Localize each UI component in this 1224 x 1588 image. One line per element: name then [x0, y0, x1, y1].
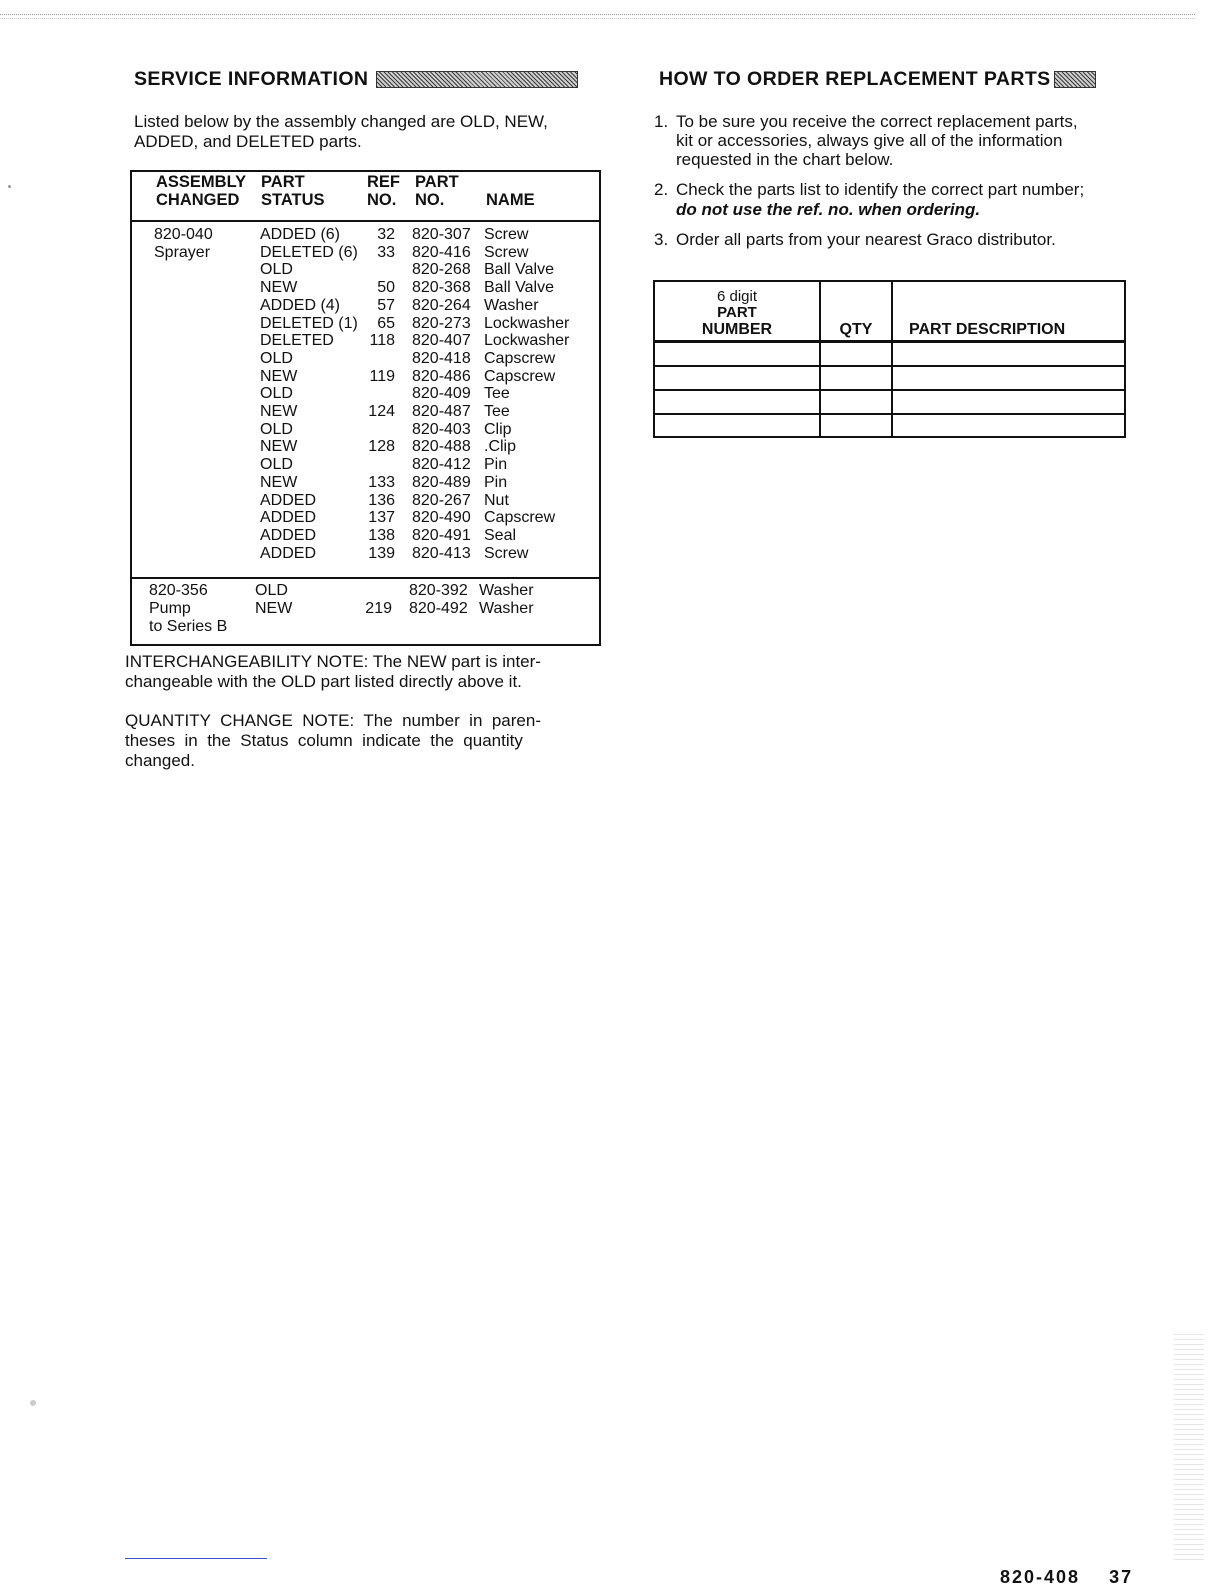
scan-speck — [30, 1400, 36, 1406]
part-status: OLD — [260, 261, 293, 279]
assembly-name: Sprayer — [154, 244, 211, 261]
col-header-assembly: ASSEMBLY — [156, 173, 247, 191]
service-information-heading — [134, 68, 578, 91]
page-reference: 820-408 — [1000, 1567, 1081, 1587]
page-number: 37 — [1109, 1567, 1134, 1587]
ref-number: 137 — [368, 509, 395, 527]
part-name: Screw — [484, 544, 529, 562]
row-line — [655, 365, 1124, 367]
assembly-number: 820-356 — [149, 582, 208, 599]
part-name: Lockwasher — [484, 314, 570, 332]
part-status: DELETED — [260, 332, 334, 350]
part-status: DELETED (1) — [260, 314, 358, 332]
part-status: OLD — [260, 349, 293, 367]
group-divider — [132, 577, 599, 579]
part-number: 820-368 — [412, 279, 471, 297]
part-name: Ball Valve — [484, 261, 554, 279]
col-header-ref: REF — [367, 173, 400, 191]
order-parts-heading — [659, 68, 1096, 91]
assembly-series: to Series B — [149, 618, 228, 635]
ref-number: 119 — [369, 367, 395, 385]
part-name: Capscrew — [484, 509, 556, 527]
part-name: Nut — [484, 491, 509, 509]
scan-speck — [8, 185, 11, 188]
part-name: Seal — [484, 526, 517, 544]
quantity-note-line-2: theses in the Status column indicate the quantity — [125, 731, 523, 750]
part-name: Screw — [484, 243, 529, 261]
part-number: 820-409 — [412, 385, 471, 403]
col-header-ref-no: NO. — [367, 191, 397, 209]
interchangeability-note-line-2: changeable with the OLD part listed directly above it. — [125, 672, 522, 691]
part-name: Lockwasher — [484, 332, 570, 350]
part-name: Clip — [484, 420, 512, 438]
part-status: NEW — [255, 600, 293, 617]
ref-number: 57 — [377, 296, 395, 314]
col-header-qty: QTY — [839, 321, 873, 338]
part-status: NEW — [260, 438, 298, 456]
ref-number: 138 — [368, 526, 395, 544]
part-name: Washer — [479, 582, 534, 599]
part-name: Washer — [484, 296, 539, 314]
row-line — [655, 413, 1124, 415]
part-number: 820-407 — [412, 332, 471, 350]
part-status: ADDED — [260, 544, 317, 562]
part-number: 820-268 — [412, 261, 471, 279]
part-name: Tee — [484, 385, 510, 403]
quantity-note-line-1: QUANTITY CHANGE NOTE: The number in paren- — [125, 711, 541, 730]
ref-number: 219 — [365, 600, 392, 617]
top-scan-border — [0, 14, 1195, 15]
step-text-line-1: Order all parts from your nearest Graco distributor. — [676, 230, 1056, 249]
col-header-changed: CHANGED — [156, 191, 240, 209]
part-status: OLD — [255, 582, 288, 599]
part-status: ADDED — [260, 509, 317, 527]
part-status: NEW — [260, 403, 298, 420]
service-table — [130, 170, 601, 646]
assembly-number: 820-040 — [154, 226, 213, 243]
part-status: ADDED — [260, 491, 317, 509]
ref-number: 139 — [368, 544, 395, 562]
ref-number: 133 — [368, 473, 395, 491]
order-form-table — [653, 280, 1126, 438]
part-number: 820-412 — [412, 456, 471, 474]
row-line — [655, 389, 1124, 391]
part-number: 820-488 — [412, 438, 471, 456]
part-number: 820-392 — [409, 582, 468, 599]
heading-bar — [1054, 71, 1096, 88]
part-number: 820-413 — [412, 544, 471, 562]
part-status: OLD — [260, 420, 293, 438]
part-name: Capscrew — [484, 367, 556, 385]
intro-line-2: ADDED, and DELETED parts. — [134, 132, 362, 151]
part-number: 820-273 — [412, 314, 471, 332]
part-number: 820-403 — [412, 420, 471, 438]
col-header-6-digit: 6 digit — [716, 288, 758, 305]
part-name: Pin — [484, 456, 508, 474]
header-divider — [655, 340, 1124, 343]
step-number: 1. — [654, 112, 669, 131]
ref-number: 118 — [369, 332, 395, 350]
col-header-part-description: PART DESCRIPTION — [909, 321, 1066, 338]
part-status: ADDED (4) — [260, 296, 341, 314]
part-name: Screw — [484, 226, 529, 243]
col-header-part-no-top: PART — [415, 173, 459, 191]
part-status: ADDED (6) — [260, 226, 341, 243]
part-name: Washer — [479, 600, 534, 617]
assembly-name: Pump — [149, 600, 191, 617]
top-scan-border-faint — [0, 18, 1195, 19]
step-text-line-2: kit or accessories, always give all of the information — [676, 131, 1063, 150]
part-status: DELETED (6) — [260, 243, 358, 261]
part-number: 820-264 — [412, 296, 471, 314]
step-number: 2. — [654, 180, 669, 199]
footer-rule — [125, 1558, 267, 1559]
col-header-status: STATUS — [261, 191, 325, 209]
part-status: OLD — [260, 385, 293, 403]
part-name: Capscrew — [484, 349, 556, 367]
order-parts-title: HOW TO ORDER REPLACEMENT PARTS — [659, 68, 1051, 90]
col-header-name: NAME — [486, 191, 535, 209]
part-number: 820-487 — [412, 403, 471, 420]
step-number: 3. — [654, 230, 669, 249]
col-header-part: PART — [261, 173, 305, 191]
part-number: 820-418 — [412, 349, 471, 367]
heading-bar — [376, 71, 578, 88]
intro-line-1: Listed below by the assembly changed are OLD, NEW, — [134, 112, 548, 131]
part-status: NEW — [260, 367, 298, 385]
part-name: Pin — [484, 473, 508, 491]
col-header-number: NUMBER — [701, 321, 773, 338]
interchangeability-note-line-1: INTERCHANGEABILITY NOTE: The NEW part is inter- — [125, 652, 541, 671]
page-footer — [1000, 1567, 1133, 1588]
ref-number: 32 — [377, 226, 395, 243]
part-number: 820-490 — [412, 509, 471, 527]
col-header-part: PART — [717, 304, 757, 321]
ref-number: 128 — [368, 438, 395, 456]
part-name: Tee — [484, 403, 510, 420]
step-text-line-1: To be sure you receive the correct replacement parts, — [676, 112, 1078, 131]
ref-number: 50 — [377, 279, 395, 297]
part-number: 820-267 — [412, 491, 471, 509]
part-number: 820-307 — [412, 226, 471, 243]
part-status: NEW — [260, 279, 298, 297]
header-divider — [132, 220, 599, 222]
part-number: 820-486 — [412, 367, 471, 385]
part-name: .Clip — [484, 438, 517, 456]
step-warning: do not use the ref. no. when ordering. — [676, 200, 981, 219]
quantity-note-line-3: changed. — [125, 751, 195, 770]
ref-number: 65 — [377, 314, 395, 332]
part-name: Ball Valve — [484, 279, 554, 297]
part-status: OLD — [260, 456, 293, 474]
part-number: 820-492 — [409, 600, 468, 617]
step-text-line-1: Check the parts list to identify the correct part number; — [676, 180, 1085, 199]
part-status: NEW — [260, 473, 298, 491]
part-status: ADDED — [260, 526, 317, 544]
ref-number: 136 — [368, 491, 395, 509]
part-number: 820-416 — [412, 243, 471, 261]
ref-number: 33 — [377, 243, 395, 261]
col-header-part-no: NO. — [415, 191, 445, 209]
step-text-line-3: requested in the chart below. — [676, 150, 894, 169]
scan-edge-noise — [1174, 1330, 1204, 1560]
part-number: 820-489 — [412, 473, 471, 491]
service-information-title: SERVICE INFORMATION — [134, 68, 369, 90]
part-number: 820-491 — [412, 526, 471, 544]
ref-number: 124 — [368, 403, 395, 420]
